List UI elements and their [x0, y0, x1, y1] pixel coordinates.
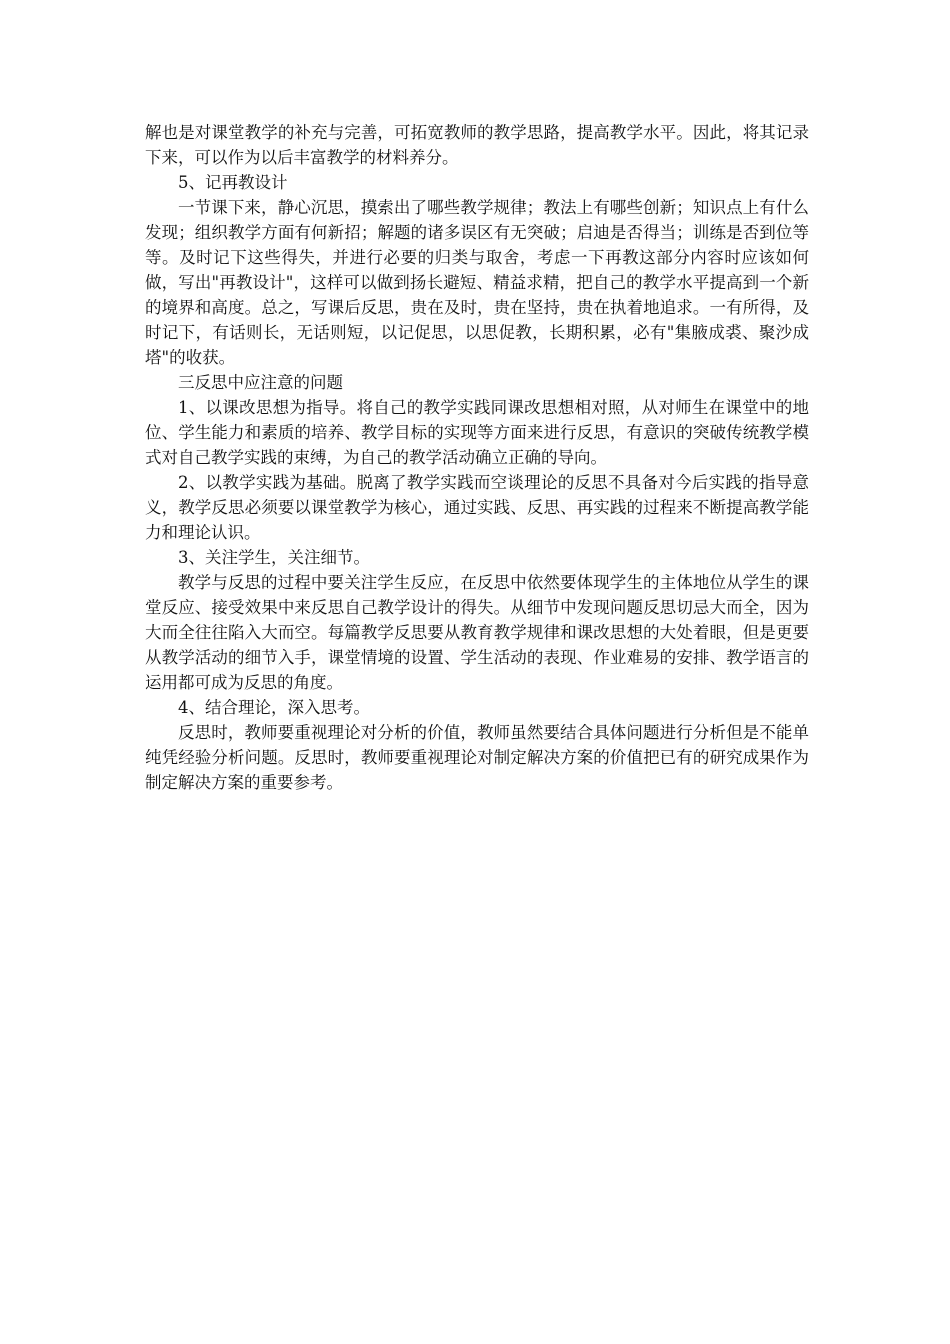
document-body	[145, 120, 809, 795]
paragraph-continuation: 解也是对课堂教学的补充与完善，可拓宽教师的教学思路，提高教学水平。因此，将其记录下来，可以作为以后丰富教学的材料养分。	[145, 123, 809, 167]
heading-reflection-issues: 三反思中应注意的问题	[178, 373, 343, 392]
paragraph-point-1: 1、以课改思想为指导。将自己的教学实践同课改思想相对照，从对师生在课堂中的地位、学生能力和素质的培养、教学目标的实现等方面来进行反思，有意识的突破传统教学模式对自己教学实践的束缚，为自己的教学活动确立正确的导向。	[145, 398, 809, 467]
paragraph-point-3: 教学与反思的过程中要关注学生反应，在反思中依然要体现学生的主体地位从学生的课堂反应、接受效果中来反思自己教学设计的得失。从细节中发现问题反思切忌大而全，因为大而全往往陷入大而空。每篇教学反思要从教育教学规律和课改思想的大处着眼，但是更要从教学活动的细节入手，课堂情境的设置、学生活动的表现、作业难易的安排、教学语言的运用都可成为反思的角度。	[145, 573, 809, 692]
heading-point-4: 4、结合理论，深入思考。	[178, 698, 370, 717]
heading-record-redesign: 5、记再教设计	[178, 173, 288, 192]
paragraph-point-2: 2、以教学实践为基础。脱离了教学实践而空谈理论的反思不具备对今后实践的指导意义，教学反思必须要以课堂教学为核心，通过实践、反思、再实践的过程来不断提高教学能力和理论认识。	[145, 473, 809, 542]
paragraph-redesign: 一节课下来，静心沉思，摸索出了哪些教学规律；教法上有哪些创新；知识点上有什么发现；组织教学方面有何新招；解题的诸多误区有无突破；启迪是否得当；训练是否到位等等。及时记下这些得失，并进行必要的归类与取舍，考虑一下再教这部分内容时应该如何做，写出"再教设计"，这样可以做到扬长避短、精益求精，把自己的教学水平提高到一个新的境界和高度。总之，写课后反思，贵在及时，贵在坚持，贵在执着地追求。一有所得，及时记下，有话则长，无话则短，以记促思，以思促教，长期积累，必有"集腋成裘、聚沙成塔"的收获。	[145, 198, 809, 367]
paragraph-point-4: 反思时，教师要重视理论对分析的价值，教师虽然要结合具体问题进行分析但是不能单纯凭经验分析问题。反思时，教师要重视理论对制定解决方案的价值把已有的研究成果作为制定解决方案的重要参考。	[145, 723, 809, 792]
heading-point-3: 3、关注学生，关注细节。	[178, 548, 370, 567]
